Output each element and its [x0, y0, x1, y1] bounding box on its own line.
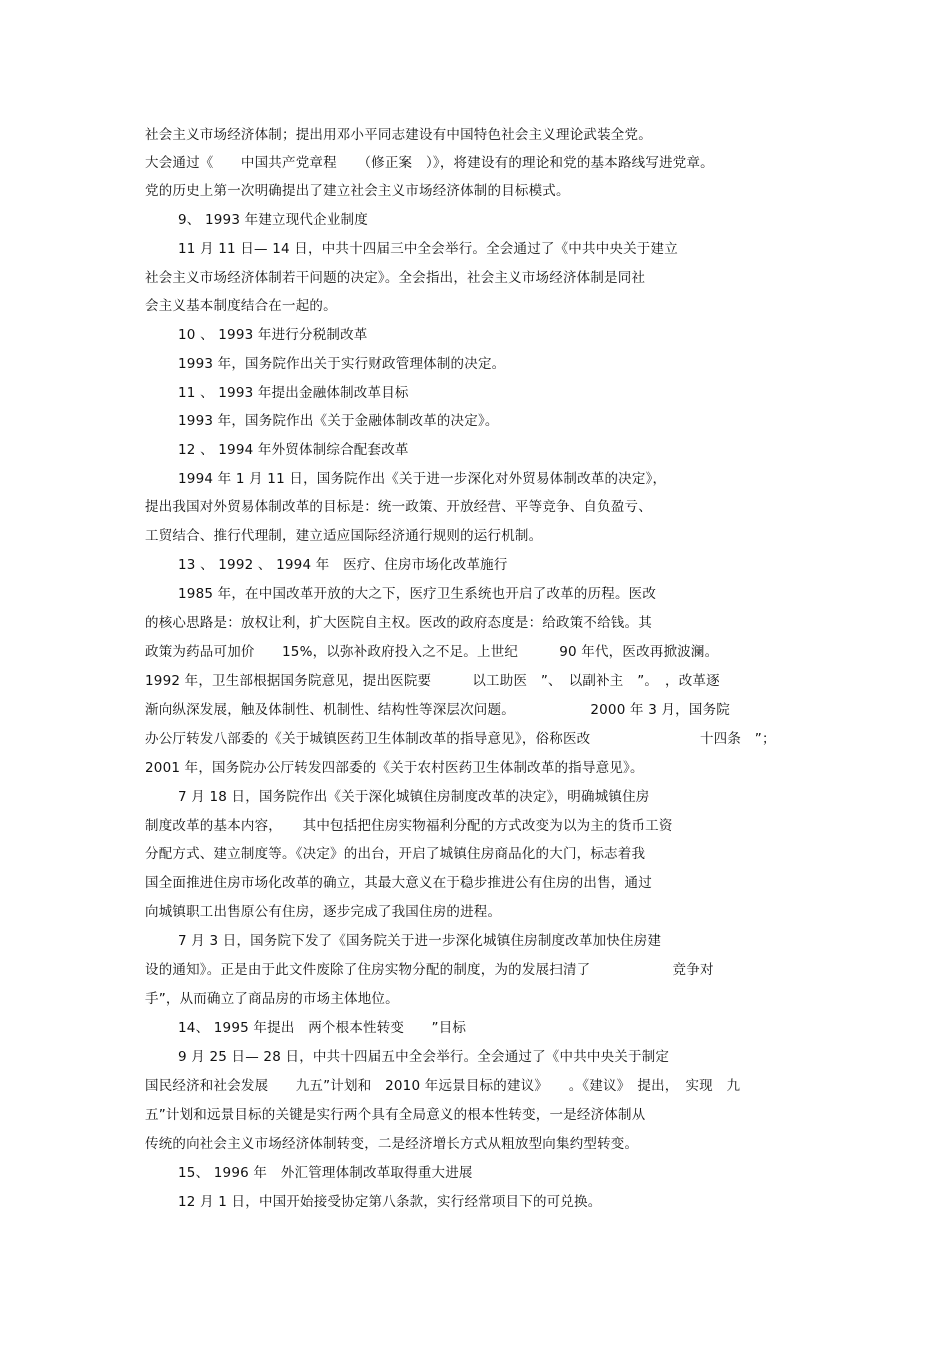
text-line: 提出我国对外贸易体制改革的目标是：统一政策、开放经营、平等竞争、自负盈亏、	[145, 499, 652, 515]
text-line: 国民经济和社会发展 九五”计划和 2010 年远景目标的建议》 。《建议》 提出， 实现 九	[145, 1078, 741, 1094]
text-line: 1993 年，国务院作出《关于金融体制改革的决定》。	[178, 413, 499, 429]
text-line: 五”计划和远景目标的关键是实行两个具有全局意义的根本性转变，一是经济体制从	[145, 1107, 646, 1123]
text-line: 2001 年，国务院办公厅转发四部委的《关于农村医药卫生体制改革的指导意见》。	[145, 760, 644, 776]
text-line: 社会主义市场经济体制；提出用邓小平同志建设有中国特色社会主义理论武装全党。	[145, 127, 652, 143]
text-line: 9 月 25 日— 28 日，中共十四届五中全会举行。全会通过了《中共中央关于制定	[178, 1049, 670, 1065]
text-line: 设的通知》。正是由于此文件废除了住房实物分配的制度，为的发展扫清了 竞争对	[145, 962, 714, 978]
text-line: 办公厅转发八部委的《关于城镇医药卫生体制改革的指导意见》，俗称医改 十四条 ”；	[145, 731, 776, 747]
text-line: 政策为药品可加价 15%，以弥补政府投入之不足。上世纪 90 年代，医改再掀波澜。	[145, 644, 719, 660]
text-line: 向城镇职工出售原公有住房，逐步完成了我国住房的进程。	[145, 904, 502, 920]
text-line: 1993 年，国务院作出关于实行财政管理体制的决定。	[178, 356, 506, 372]
section-heading: 12 、 1994 年外贸体制综合配套改革	[178, 442, 409, 458]
text-line: 的核心思路是：放权让利，扩大医院自主权。医改的政府态度是：给政策不给钱。其	[145, 615, 652, 631]
text-line: 传统的向社会主义市场经济体制转变，二是经济增长方式从粗放型向集约型转变。	[145, 1136, 639, 1152]
text-line: 1992 年，卫生部根据国务院意见，提出医院要 以工助医 ”、 以副补主 ”。 ，改革逐	[145, 673, 720, 689]
section-heading: 15、 1996 年 外汇管理体制改革取得重大进展	[178, 1165, 473, 1181]
text-line: 手”，从而确立了商品房的市场主体地位。	[145, 991, 399, 1007]
text-line: 党的历史上第一次明确提出了建立社会主义市场经济体制的目标模式。	[145, 183, 570, 199]
section-heading: 14、 1995 年提出 两个根本性转变 ”目标	[178, 1020, 467, 1036]
text-line: 大会通过《 中国共产党章程 （修正案 ）》，将建设有的理论和党的基本路线写进党章。	[145, 155, 714, 171]
text-line: 11 月 11 日— 14 日，中共十四届三中全会举行。全会通过了《中共中央关于建立	[178, 241, 678, 257]
text-line: 7 月 3 日，国务院下发了《国务院关于进一步深化城镇住房制度改革加快住房建	[178, 933, 662, 949]
text-line: 社会主义市场经济体制若干问题的决定》。全会指出，社会主义市场经济体制是同社	[145, 270, 646, 286]
text-line: 1985 年，在中国改革开放的大之下，医疗卫生系统也开启了改革的历程。医改	[178, 586, 657, 602]
text-line: 工贸结合、推行代理制，建立适应国际经济通行规则的运行机制。	[145, 528, 543, 544]
section-heading: 11 、 1993 年提出金融体制改革目标	[178, 385, 409, 401]
text-line: 分配方式、建立制度等。《决定》的出台，开启了城镇住房商品化的大门，标志着我	[145, 846, 646, 862]
text-line: 会主义基本制度结合在一起的。	[145, 298, 337, 314]
text-line: 1994 年 1 月 11 日，国务院作出《关于进一步深化对外贸易体制改革的决定》，	[178, 471, 667, 487]
section-heading: 13 、 1992 、 1994 年 医疗、住房市场化改革施行	[178, 557, 508, 573]
text-line: 渐向纵深发展，触及体制性、机制性、结构性等深层次问题。 2000 年 3 月，国务院	[145, 702, 730, 718]
section-heading: 9、 1993 年建立现代企业制度	[178, 212, 368, 228]
text-line: 国全面推进住房市场化改革的确立，其最大意义在于稳步推进公有住房的出售，通过	[145, 875, 652, 891]
text-line: 7 月 18 日，国务院作出《关于深化城镇住房制度改革的决定》，明确城镇住房	[178, 789, 650, 805]
text-line: 制度改革的基本内容， 其中包括把住房实物福利分配的方式改变为以为主的货币工资	[145, 818, 673, 834]
section-heading: 10 、 1993 年进行分税制改革	[178, 327, 368, 343]
text-line: 12 月 1 日，中国开始接受协定第八条款，实行经常项目下的可兑换。	[178, 1194, 602, 1210]
